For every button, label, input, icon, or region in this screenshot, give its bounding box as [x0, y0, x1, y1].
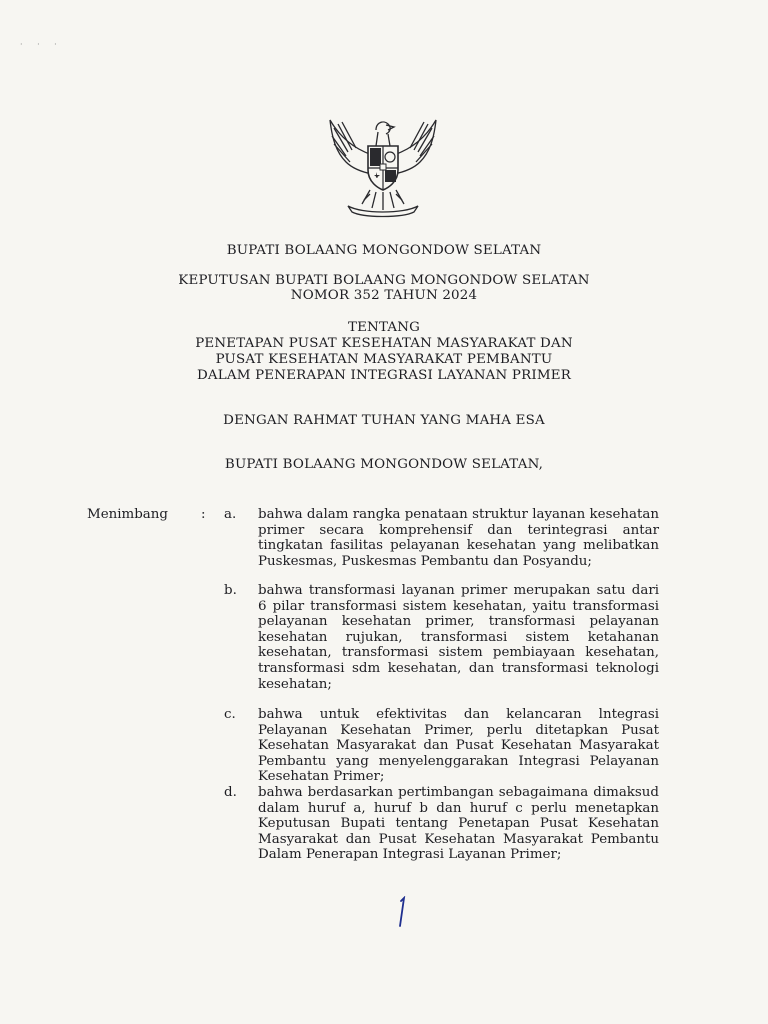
- garuda-emblem: [322, 108, 444, 220]
- regent-title: BUPATI BOLAANG MONGONDOW SELATAN: [226, 243, 542, 258]
- blessing-line: DENGAN RAHMAT TUHAN YANG MAHA ESA: [223, 413, 545, 428]
- considering-label: Menimbang: [87, 507, 168, 522]
- subject-line-3: DALAM PENERAPAN INTEGRASI LAYANAN PRIMER: [196, 368, 572, 383]
- considering-item-b: [224, 583, 659, 692]
- item-letter: d.: [224, 785, 237, 800]
- item-letter: b.: [224, 583, 237, 598]
- subject-line-1: PENETAPAN PUSAT KESEHATAN MASYARAKAT DAN: [195, 336, 573, 351]
- considering-item-a: [224, 507, 659, 569]
- item-text: bahwa untuk efektivitas dan kelancaran lntegrasi Pelayanan Kesehatan Primer, perlu ditetapkan Pusat Kesehatan Masyarakat dan Pusat Kesehatan Masyarakat Pembantu yang menyelenggarakan Integrasi Pelayanan Kesehatan Primer;: [258, 707, 659, 785]
- considering-item-c: [224, 707, 659, 785]
- item-text: bahwa berdasarkan pertimbangan sebagaimana dimaksud dalam huruf a, huruf b dan huruf c perlu menetapkan Keputusan Bupati tentang Penetapan Pusat Kesehatan Masyarakat dan Pusat Kesehatan Masyarakat Pembantu Dalam Penerapan Integrasi Layanan Primer;: [258, 785, 659, 863]
- item-letter: c.: [224, 707, 236, 722]
- subject-line-2: PUSAT KESEHATAN MASYARAKAT PEMBANTU: [215, 352, 553, 367]
- official-line: BUPATI BOLAANG MONGONDOW SELATAN,: [224, 457, 544, 472]
- handwritten-page-number: [392, 896, 412, 930]
- decree-title: KEPUTUSAN BUPATI BOLAANG MONGONDOW SELATAN: [178, 273, 590, 288]
- item-letter: a.: [224, 507, 237, 522]
- considering-item-d: [224, 785, 659, 863]
- tentang-heading: TENTANG: [347, 320, 421, 335]
- item-text: bahwa dalam rangka penataan struktur layanan kesehatan primer secara komprehensif dan terintegrasi antar tingkatan fasilitas pelayanan kesehatan yang melibatkan Puskesmas, Puskesmas Pembantu dan Posyandu;: [258, 507, 659, 569]
- considering-colon: :: [201, 507, 206, 522]
- item-text: bahwa transformasi layanan primer merupakan satu dari 6 pilar transformasi sistem kesehatan, yaitu transformasi pelayanan kesehatan primer, transformasi pelayanan kesehatan rujukan, transformasi sistem ketahanan kesehatan, transformasi sistem pembiayaan kesehatan, transformasi sdm kesehatan, dan transformasi teknologi kesehatan;: [258, 583, 659, 692]
- decree-number: NOMOR 352 TAHUN 2024: [290, 288, 478, 303]
- scan-specks: · · ·: [20, 40, 63, 49]
